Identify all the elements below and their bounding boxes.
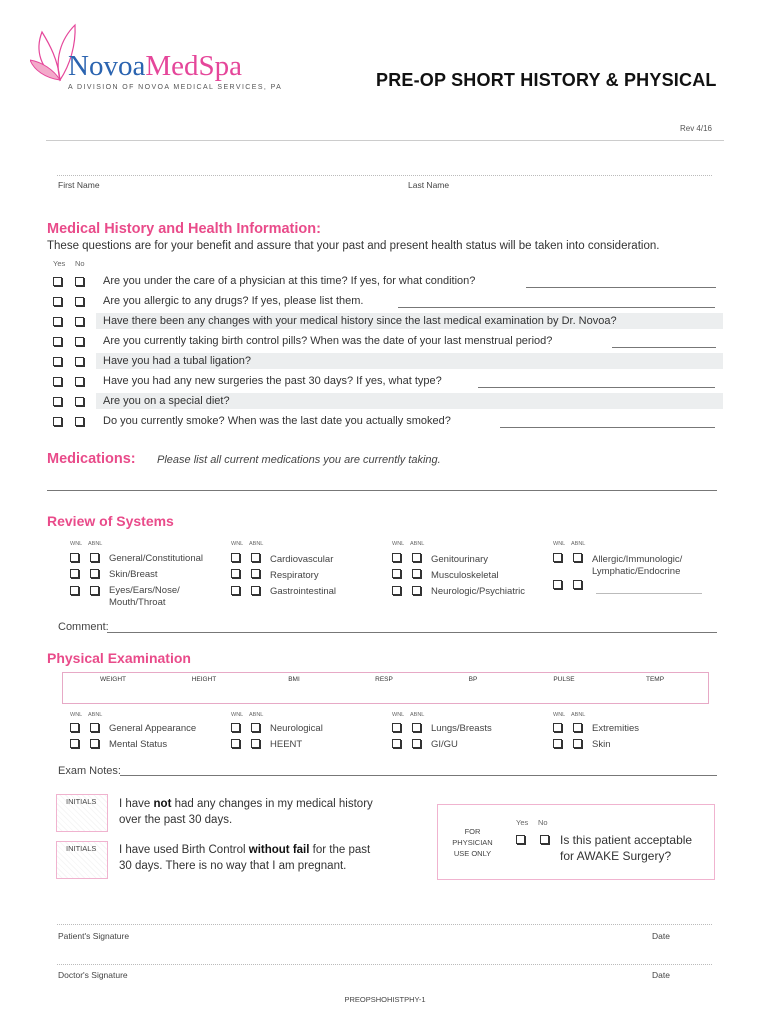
system-label: Musculoskeletal — [431, 570, 499, 581]
logo-wordmark: NovoaMedSpa — [68, 50, 242, 82]
exam-label: Neurological — [270, 723, 323, 734]
wnl-checkbox[interactable] — [70, 569, 79, 578]
abnl-header: ABNL — [249, 712, 264, 718]
medical-history-heading: Medical History and Health Information: — [47, 221, 321, 237]
wnl-checkbox[interactable] — [231, 569, 240, 578]
physician-yes-header: Yes — [516, 818, 529, 827]
abnl-header: ABNL — [410, 712, 425, 718]
abnl-checkbox[interactable] — [412, 553, 421, 562]
comment-field[interactable] — [107, 632, 717, 633]
no-checkbox[interactable] — [75, 277, 84, 286]
abnl-header: ABNL — [88, 541, 103, 547]
exam-label: Extremities — [592, 723, 639, 734]
wnl-checkbox[interactable] — [553, 553, 562, 562]
form-code: PREOPSHOHISTPHY-1 — [344, 995, 426, 1004]
abnl-checkbox[interactable] — [412, 723, 421, 732]
wnl-header: WNL — [70, 712, 83, 718]
wnl-header: WNL — [392, 541, 405, 547]
doctor-date-label: Date — [652, 970, 670, 980]
physician-use-label: FOR PHYSICIAN USE ONLY — [452, 827, 493, 858]
no-checkbox[interactable] — [75, 357, 84, 366]
doctor-signature-line[interactable] — [57, 964, 712, 965]
abnl-checkbox[interactable] — [251, 553, 260, 562]
question-text: Are you currently taking birth control pills? When was the date of your last menstrual period? — [103, 335, 553, 347]
answer-field[interactable] — [500, 427, 715, 428]
comment-label: Comment: — [58, 621, 109, 633]
question-text: Are you under the care of a physician at this time? If yes, for what condition? — [103, 275, 476, 287]
patient-date-label: Date — [652, 931, 670, 941]
wnl-checkbox[interactable] — [392, 569, 401, 578]
vital-header-bp: BP — [468, 676, 478, 683]
abnl-checkbox[interactable] — [573, 553, 582, 562]
abnl-header: ABNL — [571, 712, 586, 718]
no-checkbox[interactable] — [75, 317, 84, 326]
wnl-header: WNL — [231, 712, 244, 718]
wnl-header: WNL — [553, 541, 566, 547]
wnl-checkbox[interactable] — [392, 739, 401, 748]
system-label: Respiratory — [270, 570, 319, 581]
system-label: Lymphatic/Endocrine — [592, 566, 681, 577]
initials-label-2: INITIALS — [66, 844, 97, 853]
exam-label: GI/GU — [431, 739, 458, 750]
system-label: Neurologic/Psychiatric — [431, 586, 525, 597]
abnl-checkbox[interactable] — [251, 723, 260, 732]
yes-header: Yes — [53, 259, 66, 268]
abnl-checkbox[interactable] — [412, 739, 421, 748]
wnl-header: WNL — [392, 712, 405, 718]
system-label: Skin/Breast — [109, 569, 158, 580]
wnl-checkbox[interactable] — [231, 553, 240, 562]
yes-checkbox[interactable] — [53, 377, 62, 386]
system-label: Gastrointestinal — [270, 586, 337, 597]
abnl-checkbox[interactable] — [251, 739, 260, 748]
vital-header-height: HEIGHT — [191, 676, 217, 683]
yes-checkbox[interactable] — [53, 277, 62, 286]
name-field-line[interactable] — [57, 175, 712, 176]
exam-label: HEENT — [270, 739, 303, 750]
awake-surgery-question: Is this patient acceptable for AWAKE Surgery? — [560, 833, 693, 863]
wnl-checkbox[interactable] — [70, 553, 79, 562]
other-system-field[interactable] — [596, 593, 702, 594]
question-text: Have you had any new surgeries the past 30 days? If yes, what type? — [103, 375, 442, 387]
abnl-checkbox[interactable] — [573, 580, 582, 589]
wnl-checkbox[interactable] — [231, 739, 240, 748]
abnl-checkbox[interactable] — [90, 723, 99, 732]
question-text: Have you had a tubal ligation? — [103, 355, 251, 367]
no-checkbox[interactable] — [75, 297, 84, 306]
answer-field[interactable] — [398, 307, 715, 308]
abnl-checkbox[interactable] — [412, 569, 421, 578]
system-label: Cardiovascular — [270, 554, 334, 565]
abnl-checkbox[interactable] — [90, 586, 99, 595]
yes-checkbox[interactable] — [53, 357, 62, 366]
yes-checkbox[interactable] — [53, 397, 62, 406]
physician-yes-checkbox[interactable] — [516, 835, 525, 844]
wnl-checkbox[interactable] — [553, 739, 562, 748]
abnl-checkbox[interactable] — [251, 586, 260, 595]
physician-no-checkbox[interactable] — [540, 835, 549, 844]
patient-signature-line[interactable] — [57, 924, 712, 925]
physical-exam-heading: Physical Examination — [47, 650, 191, 666]
wnl-checkbox[interactable] — [231, 723, 240, 732]
question-text: Are you allergic to any drugs? If yes, please list them. — [103, 295, 364, 307]
wnl-header: WNL — [70, 541, 83, 547]
wnl-header: WNL — [553, 712, 566, 718]
last-name-label: Last Name — [408, 180, 450, 190]
medications-field[interactable] — [47, 490, 717, 491]
answer-field[interactable] — [526, 287, 716, 288]
statement-no-changes: I have not had any changes in my medical history over the past 30 days. — [119, 798, 373, 826]
yes-checkbox[interactable] — [53, 417, 62, 426]
system-label: Allergic/Immunologic/ — [592, 554, 683, 565]
exam-label: General Appearance — [109, 723, 197, 734]
abnl-header: ABNL — [88, 712, 103, 718]
medications-heading: Medications: — [47, 451, 136, 467]
abnl-checkbox[interactable] — [412, 586, 421, 595]
wnl-checkbox[interactable] — [392, 553, 401, 562]
no-checkbox[interactable] — [75, 377, 84, 386]
review-of-systems-heading: Review of Systems — [47, 513, 174, 529]
no-header: No — [75, 259, 85, 268]
exam-notes-field[interactable] — [120, 775, 717, 776]
medications-note: Please list all current medications you are currently taking. — [157, 454, 441, 466]
statement-birth-control: I have used Birth Control without fail for the past 30 days. There is no way that I am pregnant. — [119, 844, 371, 872]
exam-label: Skin — [592, 739, 611, 750]
no-checkbox[interactable] — [75, 397, 84, 406]
answer-field[interactable] — [478, 387, 715, 388]
revision-label: Rev 4/16 — [679, 124, 712, 133]
vital-header-temp: TEMP — [645, 676, 665, 683]
physician-no-header: No — [538, 818, 548, 827]
yes-checkbox[interactable] — [53, 317, 62, 326]
yes-checkbox[interactable] — [53, 297, 62, 306]
doctor-signature-label: Doctor's Signature — [58, 970, 128, 980]
wnl-checkbox[interactable] — [70, 723, 79, 732]
abnl-header: ABNL — [571, 541, 586, 547]
question-text: Have there been any changes with your medical history since the last medical examination by Dr. Novoa? — [103, 315, 617, 327]
abnl-checkbox[interactable] — [90, 569, 99, 578]
abnl-checkbox[interactable] — [90, 739, 99, 748]
vital-header-bmi: BMI — [288, 676, 300, 683]
wnl-checkbox[interactable] — [231, 586, 240, 595]
system-label: General/Constitutional — [109, 553, 203, 564]
yes-checkbox[interactable] — [53, 337, 62, 346]
initials-label-1: INITIALS — [66, 797, 97, 806]
abnl-checkbox[interactable] — [90, 553, 99, 562]
exam-label: Lungs/Breasts — [431, 723, 492, 734]
wnl-checkbox[interactable] — [70, 586, 79, 595]
medical-history-intro: These questions are for your benefit and assure that your past and present health status will be taken into consideration. — [47, 240, 660, 252]
exam-notes-label: Exam Notes: — [58, 765, 121, 777]
no-checkbox[interactable] — [75, 337, 84, 346]
vital-header-resp: RESP — [375, 676, 393, 683]
page-title: PRE-OP SHORT HISTORY & PHYSICAL — [376, 70, 717, 90]
question-text: Do you currently smoke? When was the last date you actually smoked? — [103, 415, 451, 427]
exam-label: Mental Status — [109, 739, 168, 750]
wnl-checkbox[interactable] — [70, 739, 79, 748]
abnl-header: ABNL — [249, 541, 264, 547]
wnl-checkbox[interactable] — [553, 723, 562, 732]
patient-signature-label: Patient's Signature — [58, 931, 130, 941]
no-checkbox[interactable] — [75, 417, 84, 426]
abnl-checkbox[interactable] — [573, 723, 582, 732]
question-text: Are you on a special diet? — [103, 395, 230, 407]
system-label: Eyes/Ears/Nose/ — [109, 585, 180, 596]
abnl-header: ABNL — [410, 541, 425, 547]
logo-subtitle: A DIVISION OF NOVOA MEDICAL SERVICES, PA — [68, 84, 283, 91]
system-label: Genitourinary — [431, 554, 489, 565]
wnl-checkbox[interactable] — [553, 580, 562, 589]
header-divider — [46, 140, 724, 141]
vital-header-weight: WEIGHT — [100, 676, 126, 683]
abnl-checkbox[interactable] — [251, 569, 260, 578]
vital-header-pulse: PULSE — [553, 676, 575, 683]
system-label: Mouth/Throat — [109, 597, 166, 608]
answer-field[interactable] — [612, 347, 716, 348]
wnl-header: WNL — [231, 541, 244, 547]
first-name-label: First Name — [58, 180, 100, 190]
wnl-checkbox[interactable] — [392, 586, 401, 595]
abnl-checkbox[interactable] — [573, 739, 582, 748]
wnl-checkbox[interactable] — [392, 723, 401, 732]
